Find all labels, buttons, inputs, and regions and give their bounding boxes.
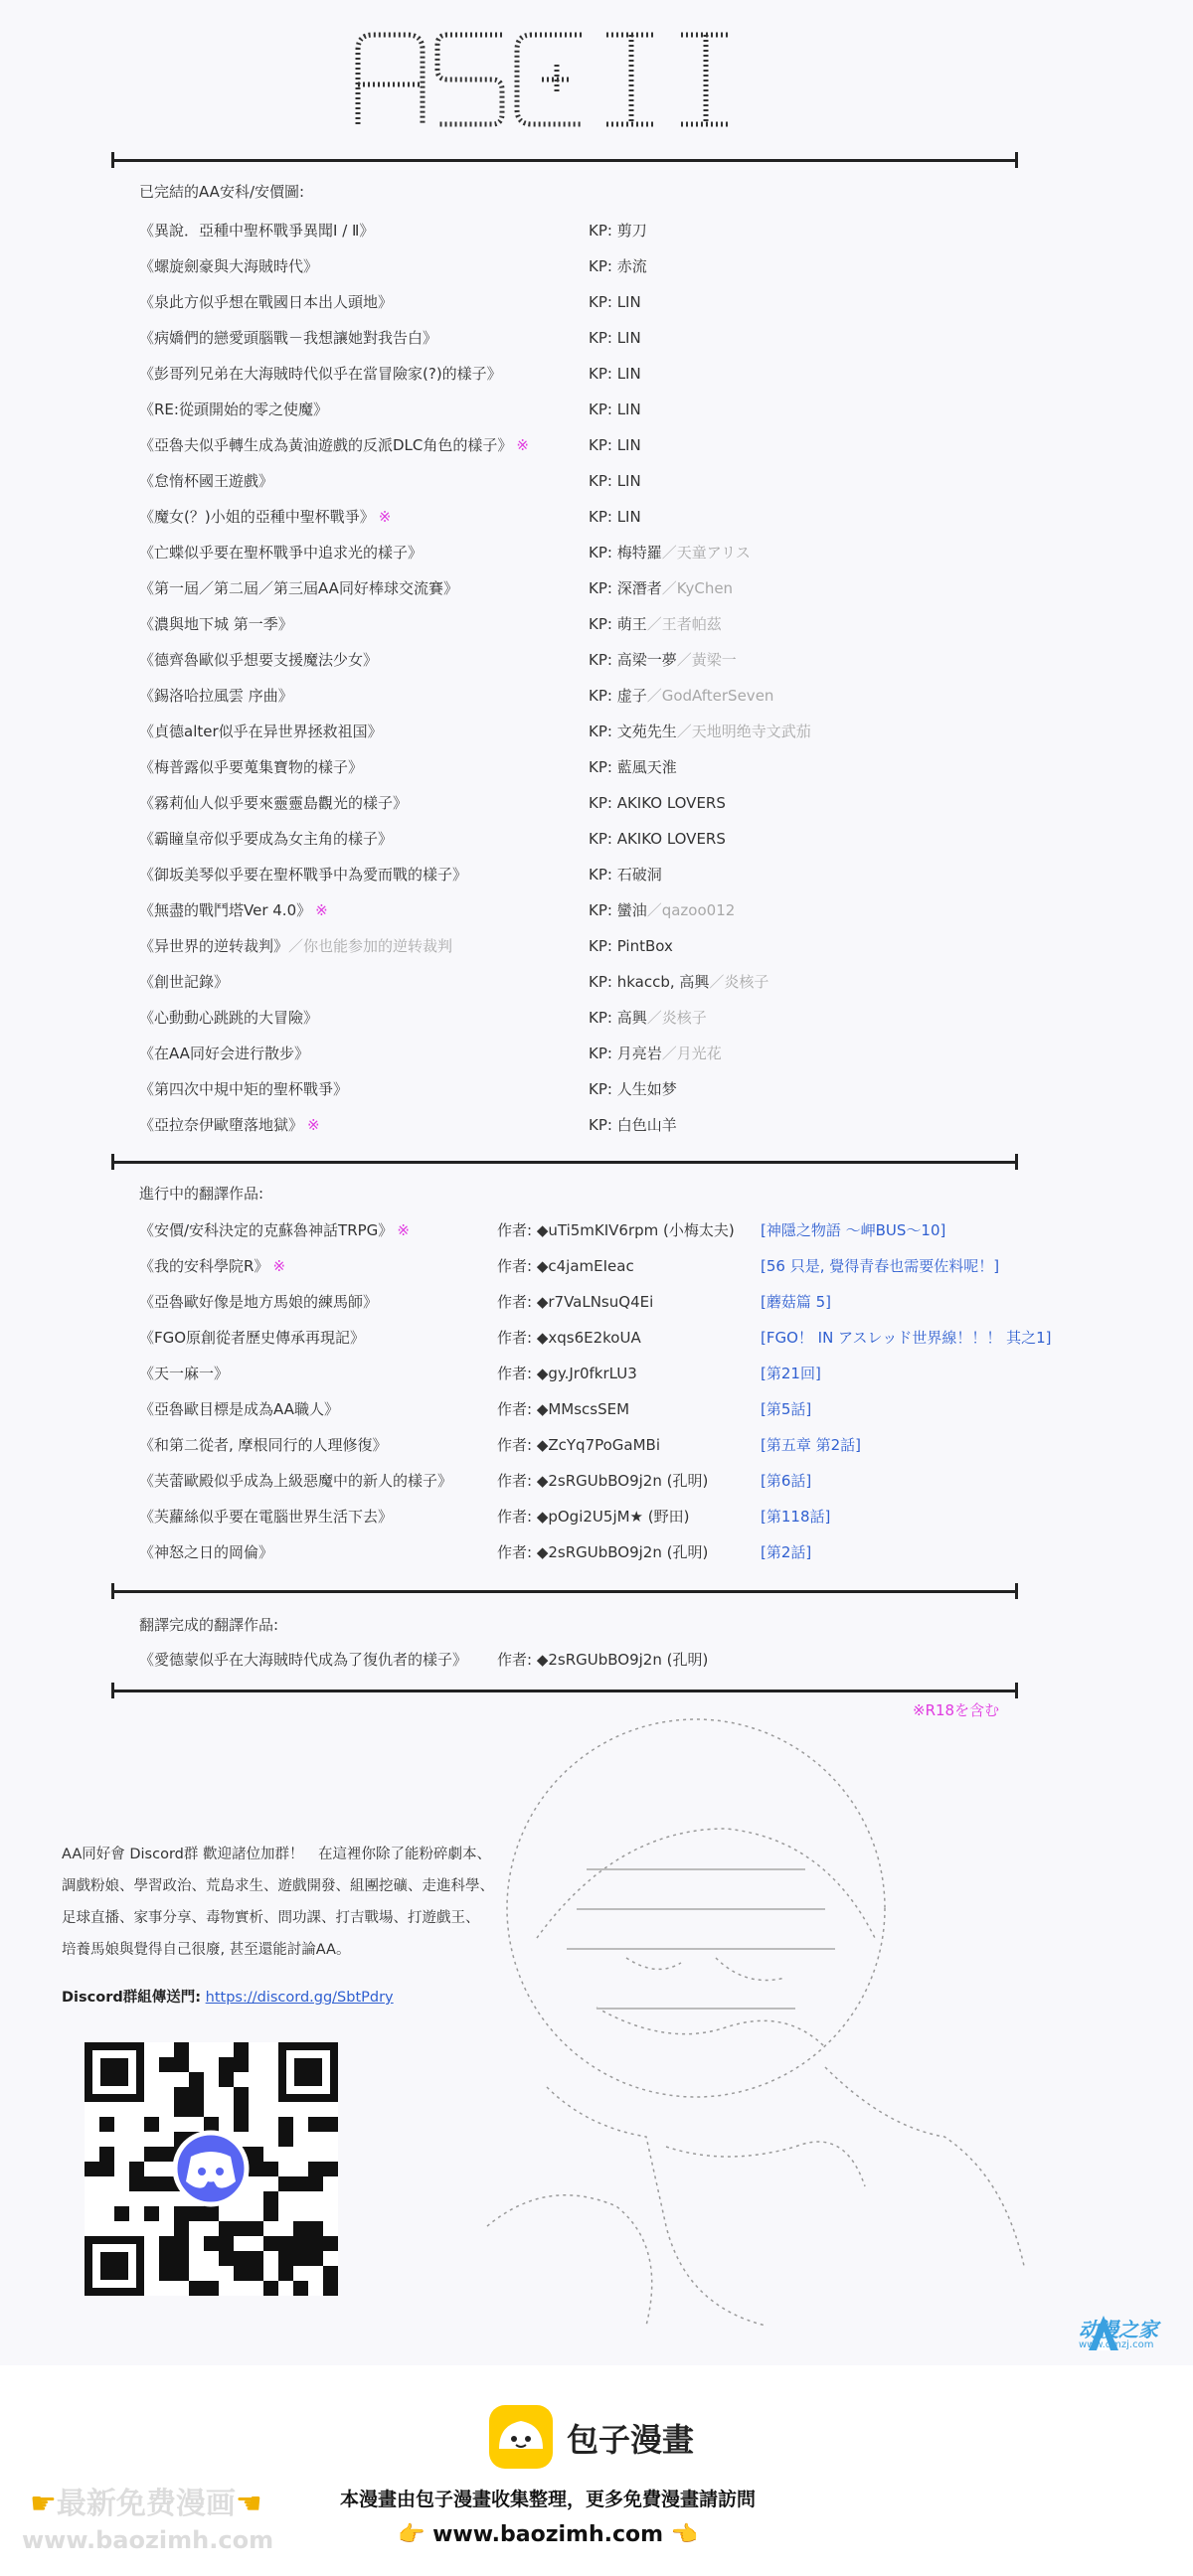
- kp-alias: ／qazoo012: [646, 901, 736, 919]
- work-title-text[interactable]: 《和第二從者, 摩根同行的人理修復》: [139, 1436, 388, 1454]
- kp-text: KP: 梅特羅: [589, 544, 662, 562]
- kp-text: KP: AKIKO LOVERS: [589, 830, 726, 848]
- list-item[interactable]: [139, 1216, 1054, 1244]
- discord-qr-code[interactable]: [85, 2042, 338, 2296]
- list-item[interactable]: [139, 789, 1054, 817]
- work-title[interactable]: [139, 825, 393, 853]
- kp-text: KP: LIN: [589, 293, 641, 311]
- work-title[interactable]: [139, 1004, 318, 1032]
- list-item[interactable]: [139, 1503, 1054, 1530]
- kp-text: KP: 萌王: [589, 615, 647, 633]
- work-title[interactable]: [139, 1646, 467, 1674]
- kp-text: KP: LIN: [589, 365, 641, 383]
- r18-mark: ※: [307, 1116, 320, 1134]
- work-title[interactable]: [139, 1216, 410, 1244]
- work-title[interactable]: [139, 288, 393, 316]
- discord-link-row: [62, 1986, 394, 2007]
- kp-name: [589, 861, 662, 888]
- work-title-text[interactable]: 《霸瞳皇帝似乎要成為女主角的樣子》: [139, 830, 394, 848]
- work-title-text[interactable]: 《螺旋劍豪與大海賊時代》: [139, 257, 319, 275]
- work-title-note: ／你也能参加的逆转裁判: [288, 937, 453, 955]
- dmzj-brand: 动漫之家: [1079, 2318, 1158, 2341]
- work-title[interactable]: [139, 789, 408, 817]
- work-title-text[interactable]: 《第四次中規中矩的聖杯戰爭》: [139, 1080, 349, 1098]
- work-title-text[interactable]: 《彭哥列兄弟在大海賊時代似乎在當冒險家(?)的樣子》: [139, 365, 502, 383]
- work-title-text[interactable]: 《异世界的逆转裁判》: [139, 937, 289, 955]
- work-title-text[interactable]: 《亞魯歐目標是成為AA職人》: [139, 1400, 339, 1418]
- work-title[interactable]: [139, 682, 293, 710]
- kp-name: [589, 682, 773, 710]
- work-title-text[interactable]: 《RE:從頭開始的零之使魔》: [139, 401, 328, 418]
- ongoing-section-title: 進行中的翻譯作品:: [139, 1185, 264, 1203]
- kp-text: KP: 藍風天淮: [589, 758, 677, 776]
- kp-alias: ／KyChen: [661, 579, 734, 597]
- r18-mark: ※: [397, 1221, 410, 1239]
- author-name: 作者: ◆2sRGUbBO9j2n (孔明): [497, 1651, 709, 1669]
- kp-name: [589, 574, 733, 602]
- watermark-text: ☛最新免费漫画☚: [30, 2487, 262, 2521]
- kp-name: [589, 610, 722, 638]
- author-name: 作者: ◆2sRGUbBO9j2n (孔明): [497, 1472, 709, 1490]
- author-name: 作者: ◆pOgi2U5jM★ (野田): [497, 1508, 690, 1526]
- kp-alias: ／王者帕茲: [646, 615, 722, 633]
- work-title[interactable]: [139, 1503, 393, 1530]
- kp-name: [589, 789, 726, 817]
- list-item[interactable]: [139, 1431, 1054, 1459]
- progress-link[interactable]: [第5話]: [761, 1400, 812, 1418]
- work-title-text[interactable]: 《怠惰杯國王遊戲》: [139, 472, 274, 490]
- kp-name: [589, 396, 641, 423]
- list-item[interactable]: [139, 968, 1054, 996]
- kp-name: [589, 217, 647, 244]
- author-name: 作者: ◆gy.Jr0fkrLU3: [497, 1365, 637, 1382]
- kp-text: KP: 深潛者: [589, 579, 662, 597]
- list-item[interactable]: [139, 1646, 1054, 1674]
- work-title-text[interactable]: 《神怒之日的岡倫》: [139, 1543, 274, 1561]
- kp-text: KP: 赤流: [589, 257, 647, 275]
- kp-name: [589, 932, 673, 960]
- kp-alias: ／月光花: [661, 1045, 722, 1062]
- r18-mark: ※: [378, 508, 392, 526]
- ascii-logo: [353, 30, 751, 129]
- work-title-text[interactable]: 《德齊魯歐似乎想要支援魔法少女》: [139, 651, 379, 669]
- divider: [111, 1690, 1018, 1692]
- list-item[interactable]: [139, 1040, 1054, 1067]
- list-item[interactable]: [139, 431, 1054, 459]
- kp-name: [589, 324, 641, 352]
- list-item[interactable]: [139, 682, 1054, 710]
- kp-text: KP: 虚子: [589, 687, 647, 705]
- list-item[interactable]: [139, 932, 1054, 960]
- work-title[interactable]: [139, 932, 452, 960]
- kp-text: KP: 文苑先生: [589, 723, 677, 740]
- kp-name: [589, 431, 641, 459]
- work-title[interactable]: [139, 503, 391, 531]
- kp-text: KP: LIN: [589, 401, 641, 418]
- kp-text: KP: AKIKO LOVERS: [589, 794, 726, 812]
- work-title[interactable]: [139, 1252, 285, 1280]
- watermark-url: www.baozimh.com: [22, 2526, 274, 2554]
- discord-link-label: Discord群組傳送門:: [62, 1990, 202, 2006]
- footer-url: www.baozimh.com: [432, 2522, 664, 2547]
- work-title-text[interactable]: 《魔女(？)小姐的亞種中聖杯戰爭》: [139, 508, 375, 526]
- progress-link[interactable]: [第21回]: [761, 1365, 821, 1382]
- list-item[interactable]: [139, 396, 1054, 423]
- progress-link[interactable]: [第6話]: [761, 1472, 812, 1490]
- list-item[interactable]: [139, 861, 1054, 888]
- kp-name: [589, 718, 811, 745]
- list-item[interactable]: [139, 467, 1054, 495]
- kp-name: [589, 753, 677, 781]
- work-title-text[interactable]: 《濃與地下城 第一季》: [139, 615, 293, 633]
- kp-name: [589, 252, 647, 280]
- work-title-text[interactable]: 《亡蝶似乎要在聖杯戰爭中追求光的樣子》: [139, 544, 424, 562]
- work-title[interactable]: [139, 467, 273, 495]
- list-item[interactable]: [139, 1288, 1054, 1316]
- kp-name: [589, 896, 735, 924]
- author-name: 作者: ◆2sRGUbBO9j2n (孔明): [497, 1543, 709, 1561]
- kp-alias: ／天童アリス: [661, 544, 751, 562]
- list-item[interactable]: [139, 753, 1054, 781]
- work-title-text[interactable]: 《天一麻一》: [139, 1365, 230, 1382]
- kp-text: KP: hkaccb, 高興: [589, 973, 710, 991]
- kp-name: [589, 288, 641, 316]
- work-title[interactable]: [139, 896, 328, 924]
- divider: [111, 1161, 1018, 1164]
- progress-link[interactable]: [第2話]: [761, 1543, 812, 1561]
- hand-icon: 👈: [670, 2522, 699, 2547]
- work-title-text[interactable]: 《病嬌們的戀愛頭腦戰－我想讓她對我告白》: [139, 329, 438, 347]
- kp-text: KP: LIN: [589, 436, 641, 454]
- work-title-text[interactable]: 《我的安科學院R》: [139, 1257, 269, 1275]
- list-item[interactable]: [139, 324, 1054, 352]
- work-title-text[interactable]: 《泉此方似乎想在戰國日本出人頭地》: [139, 293, 394, 311]
- kp-name: [589, 1004, 707, 1032]
- progress-link[interactable]: [第五章 第2話]: [761, 1436, 862, 1454]
- list-item[interactable]: [139, 1538, 1054, 1566]
- work-title[interactable]: [139, 968, 229, 996]
- list-item[interactable]: [139, 1395, 1054, 1423]
- list-item[interactable]: [139, 1004, 1054, 1032]
- kp-name: [589, 360, 641, 388]
- list-item[interactable]: [139, 825, 1054, 853]
- work-title[interactable]: [139, 1288, 378, 1316]
- svg-text:ASCII: ASCII: [353, 30, 356, 31]
- work-title-text[interactable]: 《FGO原創從者歷史傳承再現記》: [139, 1329, 366, 1347]
- work-title[interactable]: [139, 1467, 452, 1495]
- work-title[interactable]: [139, 753, 363, 781]
- work-title-text[interactable]: 《第一屆／第二屆／第三屆AA同好棒球交流賽》: [139, 579, 458, 597]
- work-title[interactable]: [139, 646, 378, 674]
- list-item[interactable]: [139, 718, 1054, 745]
- kp-text: KP: 白色山羊: [589, 1116, 677, 1134]
- work-title[interactable]: [139, 252, 318, 280]
- author-name: 作者: ◆c4jamEIeac: [497, 1257, 634, 1275]
- divider: [111, 1590, 1018, 1593]
- baozi-brand: 包子漫畫: [567, 2421, 695, 2459]
- list-item[interactable]: [139, 217, 1054, 244]
- kp-name: [589, 1075, 677, 1103]
- divider: [111, 159, 1018, 162]
- kp-alias: ／天地明绝寺文武茄: [676, 723, 811, 740]
- work-title-text[interactable]: 《異說．亞種中聖杯戰爭異聞Ⅰ / Ⅱ》: [139, 222, 375, 240]
- work-title-text[interactable]: 《亞拉奈伊歐墮落地獄》: [139, 1116, 304, 1134]
- work-title[interactable]: [139, 324, 437, 352]
- kp-text: KP: 高梁一夢: [589, 651, 677, 669]
- kp-text: KP: LIN: [589, 508, 641, 526]
- work-title[interactable]: [139, 360, 502, 388]
- list-item[interactable]: [139, 896, 1054, 924]
- hand-icon: ☛: [30, 2487, 57, 2521]
- work-title[interactable]: [139, 1538, 273, 1566]
- kp-alias: ／黃梁一: [676, 651, 737, 669]
- hand-icon: 👉: [398, 2522, 426, 2547]
- work-title[interactable]: [139, 1324, 365, 1352]
- kp-alias: ／GodAfterSeven: [646, 687, 774, 705]
- list-item[interactable]: [139, 646, 1054, 674]
- kp-alias: ／炎核子: [646, 1009, 707, 1027]
- work-title-text[interactable]: 《愛德蒙似乎在大海賊時代成為了復仇者的樣子》: [139, 1651, 468, 1669]
- kp-text: KP: 月亮岩: [589, 1045, 662, 1062]
- work-title[interactable]: [139, 1395, 339, 1423]
- kp-text: KP: PintBox: [589, 937, 673, 955]
- kp-name: [589, 503, 641, 531]
- work-title-text[interactable]: 《心動動心跳跳的大冒險》: [139, 1009, 319, 1027]
- kp-name: [589, 539, 751, 566]
- kp-text: KP: 人生如梦: [589, 1080, 677, 1098]
- work-title-text[interactable]: 《在AA同好会进行散步》: [139, 1045, 309, 1062]
- discord-line: 調戲粉娘、學習政治、荒島求生、遊戲開發、組團挖礦、走進科學、: [62, 1878, 494, 1894]
- list-item[interactable]: [139, 574, 1054, 602]
- work-title-text[interactable]: 《錫洛哈拉風雲 序曲》: [139, 687, 293, 705]
- work-title[interactable]: [139, 431, 529, 459]
- r18-mark: ※: [272, 1257, 286, 1275]
- kp-text: KP: LIN: [589, 329, 641, 347]
- progress-link[interactable]: [第118話]: [761, 1508, 831, 1526]
- list-item[interactable]: [139, 252, 1054, 280]
- list-item[interactable]: [139, 1111, 1054, 1139]
- discord-line: AA同好會 Discord群 歡迎諸位加群！ 在這裡你除了能粉碎劇本、: [62, 1847, 491, 1862]
- work-title-text[interactable]: 《亞魯夫似乎轉生成為黃油遊戲的反派DLC角色的樣子》: [139, 436, 513, 454]
- r18-note: ※R18を含む: [913, 1701, 1000, 1719]
- list-item[interactable]: [139, 503, 1054, 531]
- list-item[interactable]: [139, 1467, 1054, 1495]
- work-title[interactable]: [139, 861, 467, 888]
- work-title[interactable]: [139, 1431, 388, 1459]
- work-title[interactable]: [139, 1111, 320, 1139]
- kp-text: KP: 石破洞: [589, 866, 662, 884]
- work-title[interactable]: [139, 1360, 229, 1387]
- footer-notice: 本漫畫由包子漫畫收集整理，更多免費漫畫請訪問: [340, 2489, 757, 2510]
- work-title[interactable]: [139, 217, 374, 244]
- kp-text: KP: 剪刀: [589, 222, 647, 240]
- progress-link[interactable]: [蘑菇篇 5]: [761, 1293, 832, 1311]
- ascii-art-illustration: [467, 1709, 1074, 2345]
- work-title-text[interactable]: 《芙蕾歐殿似乎成為上級惡魔中的新人的樣子》: [139, 1472, 453, 1490]
- baozi-logo-icon: [489, 2405, 553, 2469]
- work-title-text[interactable]: 《貞德alter似乎在异世界拯救祖国》: [139, 723, 383, 740]
- work-title[interactable]: [139, 1075, 348, 1103]
- author-name: 作者: ◆uTi5mKIV6rpm (小梅太夫): [497, 1221, 735, 1239]
- discord-line: 足球直播、家事分享、毒物實析、問功課、打吉戰場、打遊戲王、: [62, 1910, 480, 1926]
- work-title[interactable]: [139, 574, 458, 602]
- work-title[interactable]: [139, 610, 293, 638]
- progress-link[interactable]: [FGO！ IN アスレッド世界線！！！ 其之1]: [761, 1329, 1052, 1347]
- discord-link[interactable]: https://discord.gg/SbtPdry: [205, 1990, 394, 2006]
- completed-section-title: 已完結的AA安科/安價圖:: [139, 183, 305, 201]
- discord-line: 培養馬娘與覺得自己很廢, 甚至還能討論AA。: [62, 1942, 351, 1958]
- progress-link[interactable]: [56 只是, 覺得青春也需要佐料呢！]: [761, 1257, 1000, 1275]
- dmzj-url[interactable]: www.dmzj.com: [1079, 2339, 1154, 2350]
- work-title-text[interactable]: 《霧莉仙人似乎要來靈靈島觀光的樣子》: [139, 794, 409, 812]
- list-item[interactable]: [139, 1252, 1054, 1280]
- kp-name: [589, 968, 768, 996]
- footer: [0, 2365, 1193, 2576]
- kp-text: KP: 高興: [589, 1009, 647, 1027]
- kp-text: KP: 蠻油: [589, 901, 647, 919]
- list-item[interactable]: [139, 610, 1054, 638]
- kp-alias: ／炎核子: [709, 973, 769, 991]
- footer-link-row[interactable]: [398, 2522, 698, 2547]
- work-title-text[interactable]: 《芙蘿絲似乎要在電腦世界生活下去》: [139, 1508, 394, 1526]
- work-title-text[interactable]: 《安價/安科決定的克蘇魯神話TRPG》: [139, 1221, 394, 1239]
- work-title-text[interactable]: 《御坂美琴似乎要在聖杯戰爭中為愛而戰的樣子》: [139, 866, 468, 884]
- list-item[interactable]: [139, 1360, 1054, 1387]
- progress-link[interactable]: [神隱之物語 ～岬BUS～10]: [761, 1221, 946, 1239]
- list-item[interactable]: [139, 288, 1054, 316]
- author-name: 作者: ◆r7VaLNsuQ4Ei: [497, 1293, 654, 1311]
- kp-name: [589, 467, 641, 495]
- r18-mark: ※: [516, 436, 529, 454]
- kp-name: [589, 1111, 677, 1139]
- kp-name: [589, 825, 726, 853]
- kp-name: [589, 1040, 722, 1067]
- author-name: 作者: ◆ZcYq7PoGaMBi: [497, 1436, 661, 1454]
- work-title-text[interactable]: 《亞魯歐好像是地方馬娘的練馬師》: [139, 1293, 379, 1311]
- r18-mark: ※: [315, 901, 328, 919]
- author-name: 作者: ◆xqs6E2koUA: [497, 1329, 641, 1347]
- work-title[interactable]: [139, 396, 328, 423]
- list-item[interactable]: [139, 539, 1054, 566]
- hand-icon: ☚: [235, 2487, 262, 2521]
- work-title[interactable]: [139, 1040, 309, 1067]
- work-title-text[interactable]: 《無盡的戰鬥塔Ver 4.0》: [139, 901, 312, 919]
- list-item[interactable]: [139, 1324, 1054, 1352]
- list-item[interactable]: [139, 360, 1054, 388]
- list-item[interactable]: [139, 1075, 1054, 1103]
- work-title[interactable]: [139, 718, 383, 745]
- work-title[interactable]: [139, 539, 423, 566]
- translated-section-title: 翻譯完成的翻譯作品:: [139, 1616, 279, 1634]
- kp-text: KP: LIN: [589, 472, 641, 490]
- work-title-text[interactable]: 《創世記錄》: [139, 973, 230, 991]
- author-name: 作者: ◆MMscsSEM: [497, 1400, 630, 1418]
- work-title-text[interactable]: 《梅普露似乎要蒐集寶物的樣子》: [139, 758, 364, 776]
- kp-name: [589, 646, 737, 674]
